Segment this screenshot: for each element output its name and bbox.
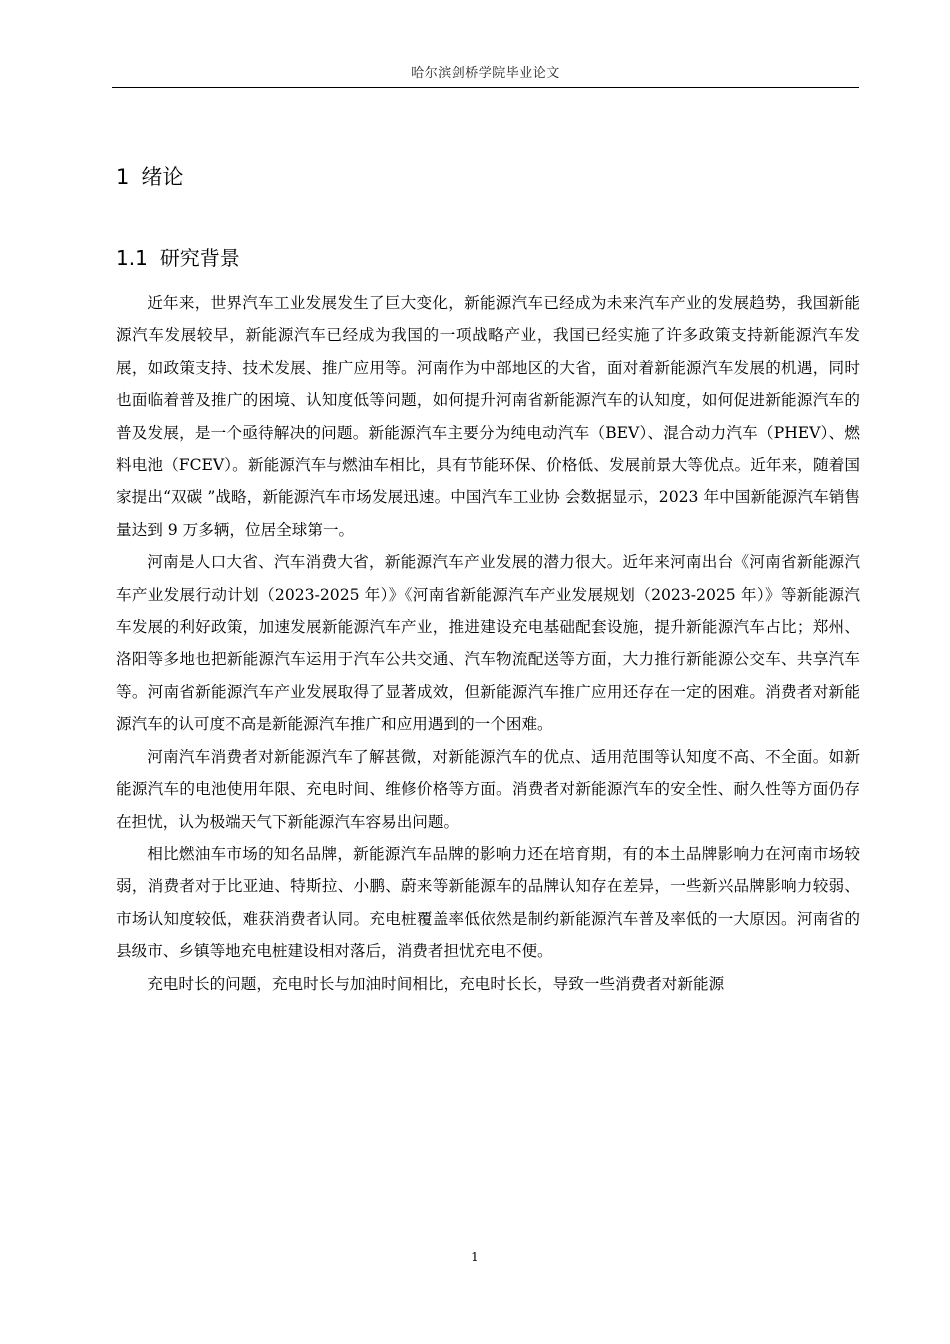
body-text (116, 287, 860, 1000)
paragraph: 近年来，世界汽车工业发展发生了巨大变化，新能源汽车已经成为未来汽车产业的发展趋势，我国新能源汽车发展较早，新能源汽车已经成为我国的一项战略产业，我国已经实施了许多政策支持新能源汽车发展，如政策支持、技术发展、推广应用等。河南作为中部地区的大省，面对着新能源汽车发展的机遇，同时也面临着普及推广的困境、认知度低等问题，如何提升河南省新能源汽车的认知度，如何促进新能源汽车的普及发展，是一个亟待解决的问题。新能源汽车主要分为纯电动汽车（BEV）、混合动力汽车（PHEV）、燃料电池（FCEV）。新能源汽车与燃油车相比，具有节能环保、价格低、发展前景大等优点。近年来，随着国家提出“双碳 ”战略，新能源汽车市场发展迅速。中国汽车工业协 会数据显示，2023 年中国新能源汽车销售量达到 9 万多辆，位居全球第一。 (116, 294, 860, 539)
chapter-number: 1 (116, 165, 130, 189)
section-number: 1.1 (116, 246, 148, 270)
section-heading (116, 244, 240, 272)
chapter-title: 绪论 (141, 165, 184, 189)
paragraph: 相比燃油车市场的知名品牌，新能源汽车品牌的影响力还在培育期，有的本土品牌影响力在河南市场较弱，消费者对于比亚迪、特斯拉、小鹏、蔚来等新能源车的品牌认知存在差异，一些新兴品牌影响力较弱、市场认知度较低，难获消费者认同。充电桩覆盖率低依然是制约新能源汽车普及率低的一大原因。河南省的县级市、乡镇等地充电桩建设相对落后，消费者担忧充电不便。 (116, 844, 860, 961)
paragraph: 河南是人口大省、汽车消费大省，新能源汽车产业发展的潜力很大。近年来河南出台《河南省新能源汽车产业发展行动计划（2023-2025 年）》《河南省新能源汽车产业发展规划（2023-2025 年）》等新能源汽车发展的利好政策，加速发展新能源汽车产业，推进建设充电基础配套设施，提升新能源汽车占比；郑州、洛阳等多地也把新能源汽车运用于汽车公共交通、汽车物流配送等方面，大力推行新能源公交车、共享汽车等。河南省新能源汽车产业发展取得了显著成效，但新能源汽车推广应用还存在一定的困难。消费者对新能源汽车的认可度不高是新能源汽车推广和应用遇到的一个困难。 (116, 553, 860, 734)
paragraph: 充电时长的问题，充电时长与加油时间相比，充电时长长，导致一些消费者对新能源 (147, 974, 725, 993)
section-title: 研究背景 (159, 246, 240, 270)
paragraph: 河南汽车消费者对新能源汽车了解甚微，对新能源汽车的优点、适用范围等认知度不高、不全面。如新能源汽车的电池使用年限、充电时间、维修价格等方面。消费者对新能源汽车的安全性、耐久性等方面仍存在担忧，认为极端天气下新能源汽车容易出问题。 (116, 747, 860, 831)
page-number: 1 (471, 1250, 479, 1264)
chapter-heading (116, 163, 183, 191)
running-header: 哈尔滨剑桥学院毕业论文 (411, 66, 560, 81)
header-rule (112, 87, 859, 88)
